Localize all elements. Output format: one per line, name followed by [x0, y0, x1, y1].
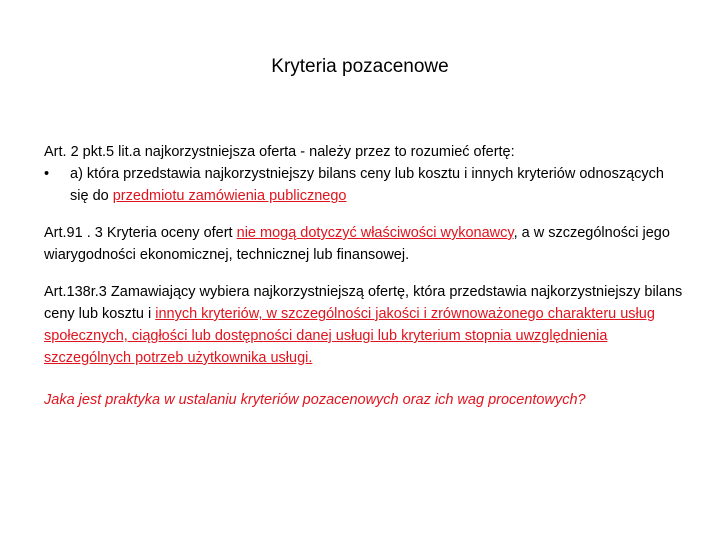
practice-question: Jaka jest praktyka w ustalaniu kryteriów pozacenowych oraz ich wag procentowych? — [44, 392, 586, 408]
art91-highlight: nie mogą dotyczyć właściwości wykonawcy — [236, 225, 514, 241]
art2-bullet-text: a) która przedstawia najkorzystniejszy bilans ceny lub kosztu i innych kryteriów odnoszących się do — [70, 166, 664, 204]
art91-text-a: Art.91 . 3 Kryteria oceny ofert — [44, 225, 237, 241]
bullet-icon: • — [44, 166, 50, 182]
art2-bullet-highlight: przedmiotu zamówienia publicznego — [112, 188, 347, 204]
art91-paragraph — [44, 222, 684, 266]
art138-paragraph — [44, 281, 684, 369]
art138-text-a: Art.138r.3 Zamawiający wybiera najkorzystniejszą ofertę, która przedstawia najkorzystniejszy bilans ceny lub kosztu i — [44, 284, 683, 322]
art138-highlight: innych kryteriów, w szczególności jakości i zrównoważonego charakteru usług społecznych, ciągłości lub dostępności danej usługi lub kryterium stopnia uwzględnienia szczególnych potrzeb użytkownika usługi. — [44, 306, 655, 366]
slide-title: Kryteria pozacenowe — [271, 56, 449, 77]
art91-text-b: , a w szczególności jego wiarygodności ekonomicznej, technicznej lub finansowej. — [44, 225, 670, 263]
art2-bullet-item — [44, 163, 684, 207]
art2-intro: Art. 2 pkt.5 lit.a najkorzystniejsza oferta - należy przez to rozumieć ofertę: — [44, 144, 515, 160]
slide-body — [44, 141, 684, 411]
